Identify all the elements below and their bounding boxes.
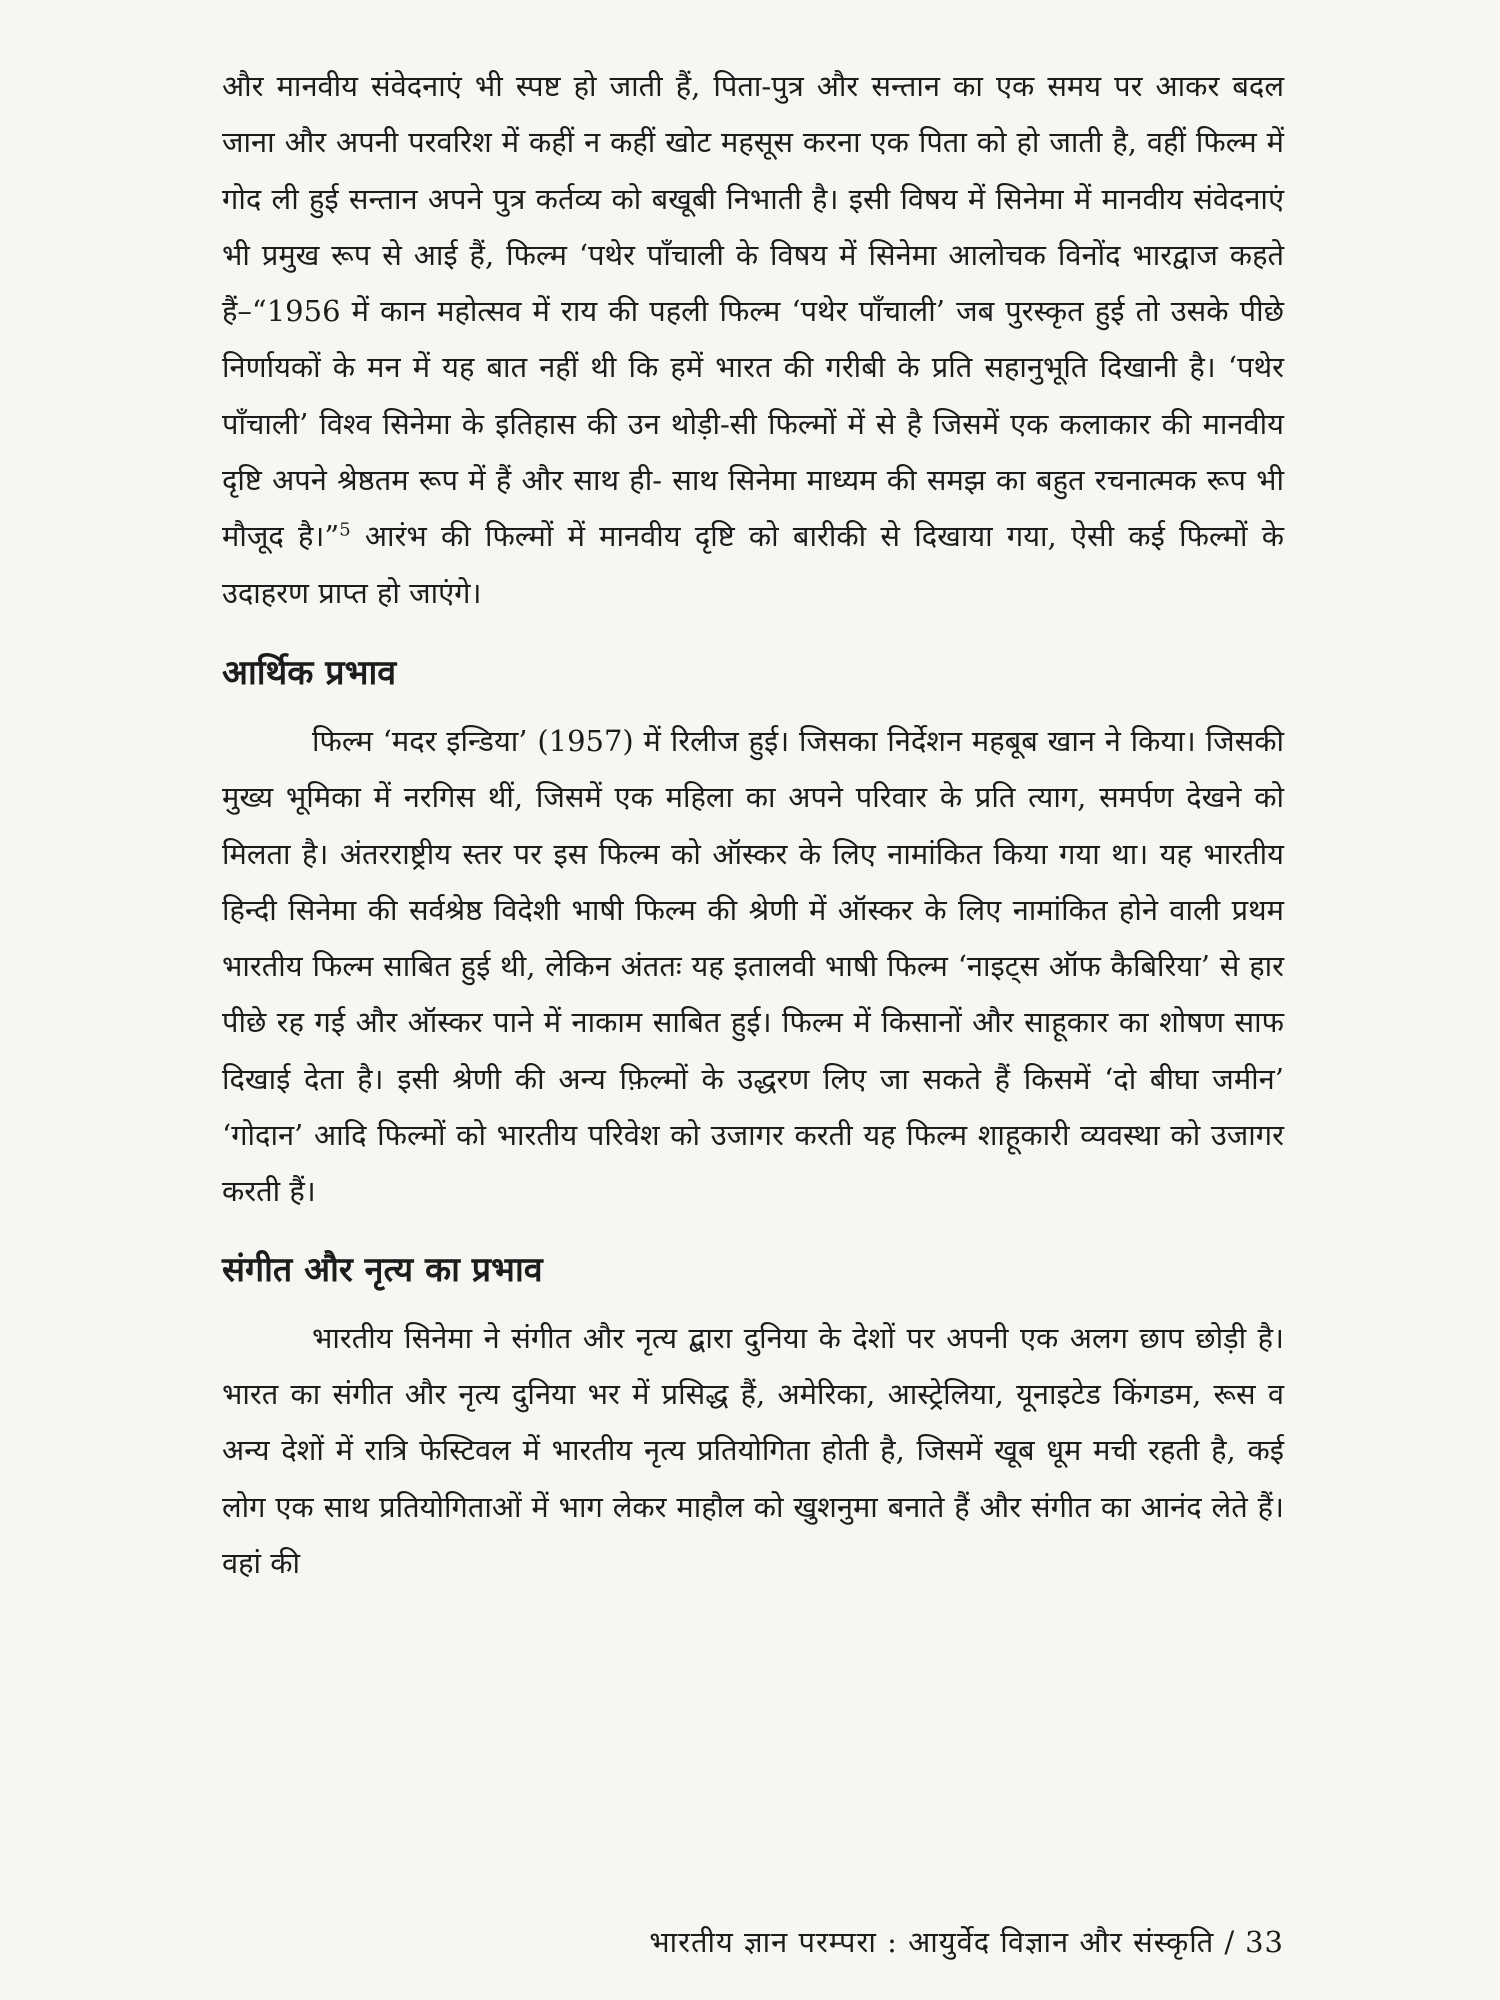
footnote-marker: 5	[339, 519, 351, 541]
intro-paragraph	[222, 58, 1284, 621]
page-body	[222, 58, 1284, 1591]
music-section-paragraph: भारतीय सिनेमा ने संगीत और नृत्य द्बारा दुनिया के देशों पर अपनी एक अलग छाप छोड़ी है। भारत का संगीत और नृत्य दुनिया भर में प्रसिद्ध हैं, अमेरिका, आस्ट्रेलिया, यूनाइटेड किंगडम, रूस व अन्य देशों में रात्रि फेस्टिवल में भारतीय नृत्य प्रतियोगिता होती है, जिसमें खूब धूम मची रहती है, कई लोग एक साथ प्रतियोगिताओं में भाग लेकर माहौल को खुशनुमा बनाते हैं और संगीत का आनंद लेते हैं। वहां की	[222, 1320, 1284, 1580]
music-section-heading: संगीत और नृत्य का प्रभाव	[222, 1249, 543, 1290]
footer-separator: /	[1224, 1925, 1236, 1959]
footer-book-title: भारतीय ज्ञान परम्परा : आयुर्वेद विज्ञान और संस्कृति	[649, 1925, 1215, 1959]
page-footer	[649, 1922, 1284, 1961]
economic-section-paragraph: फिल्म ‘मदर इन्डिया’ (1957) में रिलीज हुई। जिसका निर्देशन महबूब खान ने किया। जिसकी मुख्य भूमिका में नरगिस थीं, जिसमें एक महिला का अपने परिवार के प्रति त्याग, समर्पण देखने को मिलता है। अंतरराष्ट्रीय स्तर पर इस फिल्म को ऑस्कर के लिए नामांकित किया गया था। यह भारतीय हिन्दी सिनेमा की सर्वश्रेष्ठ विदेशी भाषी फिल्म की श्रेणी में ऑस्कर के लिए नामांकित होने वाली प्रथम भारतीय फिल्म साबित हुई थी, लेकिन अंततः यह इतालवी भाषी फिल्म ‘नाइट्स ऑफ कैबिरिया’ से हार पीछे रह गई और ऑस्कर पाने में नाकाम साबित हुई। फिल्म में किसानों और साहूकार का शोषण साफ दिखाई देता है। इसी श्रेणी की अन्य फ़िल्मों के उद्धरण लिए जा सकते हैं किसमें ‘दो बीघा जमीन’ ‘गोदान’ आदि फिल्मों को भारतीय परिवेश को उजागर करती यह फिल्म शाहूकारी व्यवस्था को उजागर करती हैं।	[222, 723, 1284, 1209]
intro-text: और मानवीय संवेदनाएं भी स्पष्ट हो जाती हैं, पिता-पुत्र और सन्तान का एक समय पर आकर बदल जाना और अपनी परवरिश में कहीं न कहीं खोट महसूस करना एक पिता को हो जाती है, वहीं फिल्म में गोद ली हुई सन्तान अपने पुत्र कर्तव्य को बखूबी निभाती है। इसी विषय में सिनेमा में मानवीय संवेदनाएं भी प्रमुख रूप से आई हैं, फिल्म ‘पथेर पाँचाली के विषय में सिनेमा आलोचक विनोंद भारद्वाज कहते हैं–“1956 में कान महोत्सव में राय की पहली फिल्म ‘पथेर पाँचाली’ जब पुरस्कृत हुई तो उसके पीछे निर्णायकों के मन में यह बात नहीं थी कि हमें भारत की गरीबी के प्रति सहानुभूति दिखानी है। ‘पथेर पाँचाली’ विश्व सिनेमा के इतिहास की उन थोड़ी-सी फिल्मों में से है जिसमें एक कलाकार की मानवीय दृष्टि अपने श्रेष्ठतम रूप में हैं और साथ ही- साथ सिनेमा माध्यम की समझ का बहुत रचनात्मक रूप भी मौजूद है।”	[222, 69, 1284, 554]
economic-section-heading: आर्थिक प्रभाव	[222, 652, 397, 693]
page-number: 33	[1245, 1925, 1284, 1959]
intro-text-continued: आरंभ की फिल्मों में मानवीय दृष्टि को बारीकी से दिखाया गया, ऐसी कई फिल्मों के उदाहरण प्राप्त हो जाएंगे।	[222, 519, 1284, 610]
